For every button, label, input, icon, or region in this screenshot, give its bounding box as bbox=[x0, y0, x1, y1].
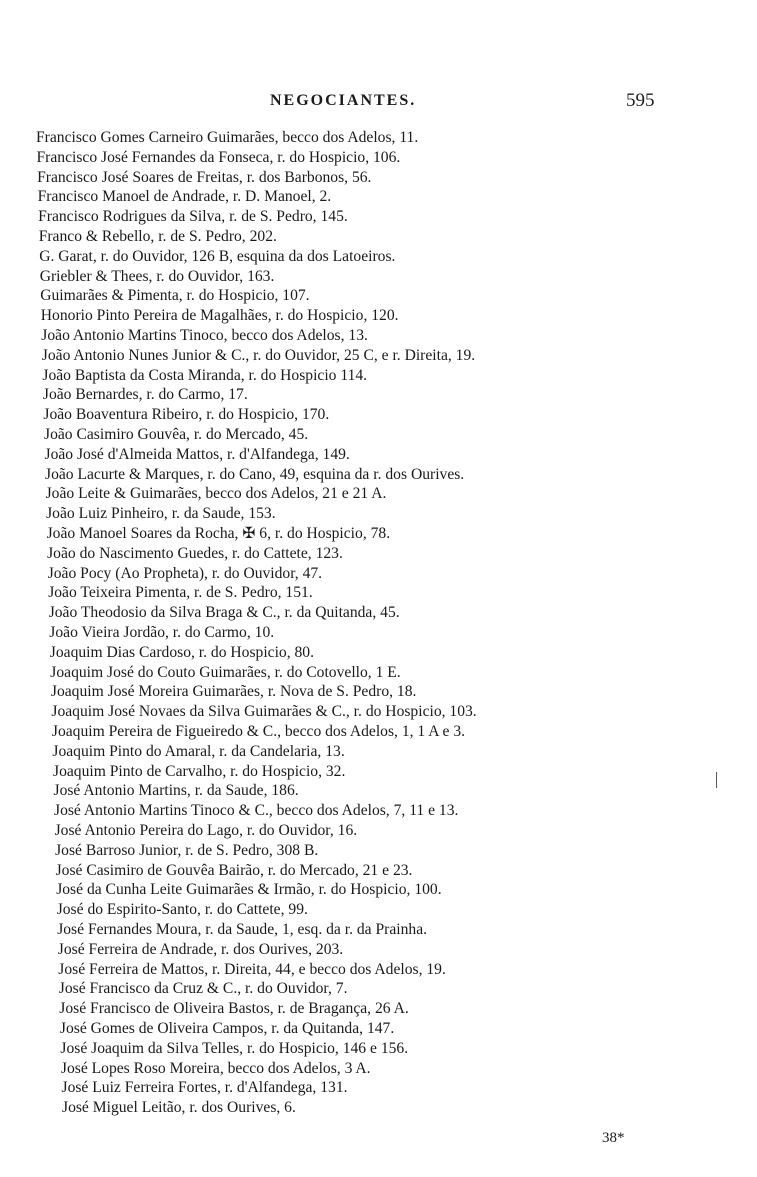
directory-entry: José Antonio Pereira do Lago, r. do Ouvidor, 16. bbox=[54, 822, 358, 839]
directory-entry: Joaquim Dias Cardoso, r. do Hospicio, 80. bbox=[49, 643, 315, 661]
directory-entry: João Casimiro Gouvêa, r. do Mercado, 45. bbox=[44, 426, 309, 443]
directory-entry: Francisco José Fernandes da Fonseca, r. do Hospicio, 106. bbox=[36, 148, 401, 166]
page-title: NEGOCIANTES. bbox=[270, 92, 417, 109]
directory-entry: João Manoel Soares da Rocha, ✠ 6, r. do Hospicio, 78. bbox=[46, 525, 391, 542]
directory-entry: Francisco Gomes Carneiro Guimarães, becco dos Adelos, 11. bbox=[36, 129, 419, 146]
directory-entry: João Lacurte & Marques, r. do Cano, 49, esquina da r. dos Ourives. bbox=[45, 465, 465, 483]
directory-entry: Francisco Manoel de Andrade, r. D. Manoel, 2. bbox=[37, 188, 332, 206]
directory-entry: Francisco José Soares de Freitas, r. dos Barbonos, 56. bbox=[37, 168, 372, 186]
page-number: 595 bbox=[626, 90, 655, 111]
directory-entry: João Antonio Nunes Junior & C., r. do Ouvidor, 25 C, e r. Direita, 19. bbox=[41, 346, 476, 364]
margin-mark bbox=[716, 772, 717, 788]
directory-entry: Joaquim Pinto de Carvalho, r. do Hospicio, 32. bbox=[53, 762, 346, 780]
directory-entry: Guimarães & Pimenta, r. do Hospicio, 107. bbox=[40, 287, 310, 305]
directory-entry: José Fernandes Moura, r. da Saude, 1, esq. da r. da Prainha. bbox=[57, 921, 428, 938]
directory-entry: João Vieira Jordão, r. do Carmo, 10. bbox=[49, 624, 275, 641]
directory-entry: Joaquim José Novaes da Silva Guimarães & C., r. do Hospicio, 103. bbox=[51, 703, 477, 721]
directory-entry: Griebler & Thees, r. do Ouvidor, 163. bbox=[39, 267, 275, 285]
directory-entry: João Theodosio da Silva Braga & C., r. da Quitanda, 45. bbox=[48, 604, 400, 622]
directory-entry: Joaquim Pereira de Figueiredo & C., becco dos Adelos, 1, 1 A e 3. bbox=[51, 723, 466, 740]
directory-entry: João Baptista da Costa Miranda, r. do Hospicio 114. bbox=[42, 366, 368, 384]
directory-entry: José Gomes de Oliveira Campos, r. da Quitanda, 147. bbox=[59, 1020, 395, 1037]
directory-entry: José Francisco de Oliveira Bastos, r. de Bragança, 26 A. bbox=[59, 1000, 409, 1018]
directory-entry: João Leite & Guimarães, becco dos Adelos, 21 e 21 A. bbox=[45, 485, 387, 503]
directory-entry: José Lopes Roso Moreira, becco dos Adelos, 3 A. bbox=[60, 1059, 371, 1077]
directory-entry: Francisco Rodrigues da Silva, r. de S. Pedro, 145. bbox=[38, 208, 348, 226]
directory-entry: José Ferreira de Andrade, r. dos Ourives, 203. bbox=[57, 940, 344, 958]
directory-entry: José da Cunha Leite Guimarães & Irmão, r. do Hospicio, 100. bbox=[56, 881, 442, 899]
directory-entry: José Antonio Martins, r. da Saude, 186. bbox=[53, 782, 299, 800]
directory-entry: Joaquim José Moreira Guimarães, r. Nova de S. Pedro, 18. bbox=[50, 683, 417, 701]
directory-entry: Honorio Pinto Pereira de Magalhães, r. do Hospicio, 120. bbox=[40, 307, 399, 325]
directory-entry: João Bernardes, r. do Carmo, 17. bbox=[42, 386, 248, 404]
printer-signature-mark: 38* bbox=[602, 1130, 625, 1146]
page-header bbox=[0, 86, 757, 116]
directory-entry: João Teixeira Pimenta, r. de S. Pedro, 151. bbox=[48, 584, 313, 602]
directory-entry: José Barroso Junior, r. de S. Pedro, 308 B. bbox=[55, 841, 319, 859]
directory-entry: João Pocy (Ao Propheta), r. do Ouvidor, 47. bbox=[47, 564, 323, 582]
directory-entry: José Luiz Ferreira Fortes, r. d'Alfandega, 131. bbox=[61, 1079, 348, 1097]
directory-entry: José Casimiro de Gouvêa Bairão, r. do Mercado, 21 e 23. bbox=[55, 861, 413, 879]
directory-entry: Joaquim José do Couto Guimarães, r. do Cotovello, 1 E. bbox=[50, 663, 401, 681]
directory-entry: José Antonio Martins Tinoco & C., becco dos Adelos, 7, 11 e 13. bbox=[54, 802, 459, 820]
directory-entry: José Ferreira de Mattos, r. Direita, 44, e becco dos Adelos, 19. bbox=[58, 960, 446, 978]
directory-entry: G. Garat, r. do Ouvidor, 126 B, esquina da dos Latoeiros. bbox=[39, 247, 396, 265]
directory-entry: João José d'Almeida Mattos, r. d'Alfandega, 149. bbox=[44, 445, 350, 463]
directory-entry: Joaquim Pinto do Amaral, r. da Candelaria, 13. bbox=[52, 742, 345, 760]
directory-entry: José do Espirito-Santo, r. do Cattete, 99. bbox=[56, 901, 308, 919]
directory-entry: João Antonio Martins Tinoco, becco dos Adelos, 13. bbox=[41, 327, 368, 344]
directory-entry: João do Nascimento Guedes, r. do Cattete, 123. bbox=[47, 544, 343, 562]
directory-entry: José Joaquim da Silva Telles, r. do Hospicio, 146 e 156. bbox=[60, 1039, 409, 1057]
directory-entry: João Boaventura Ribeiro, r. do Hospicio, 170. bbox=[43, 406, 330, 424]
directory-entry: João Luiz Pinheiro, r. da Saude, 153. bbox=[46, 505, 276, 523]
directory-entry: Franco & Rebello, r. de S. Pedro, 202. bbox=[38, 228, 277, 245]
directory-entry: José Francisco da Cruz & C., r. do Ouvidor, 7. bbox=[58, 980, 348, 998]
directory-entry: José Miguel Leitão, r. dos Ourives, 6. bbox=[62, 1099, 296, 1117]
